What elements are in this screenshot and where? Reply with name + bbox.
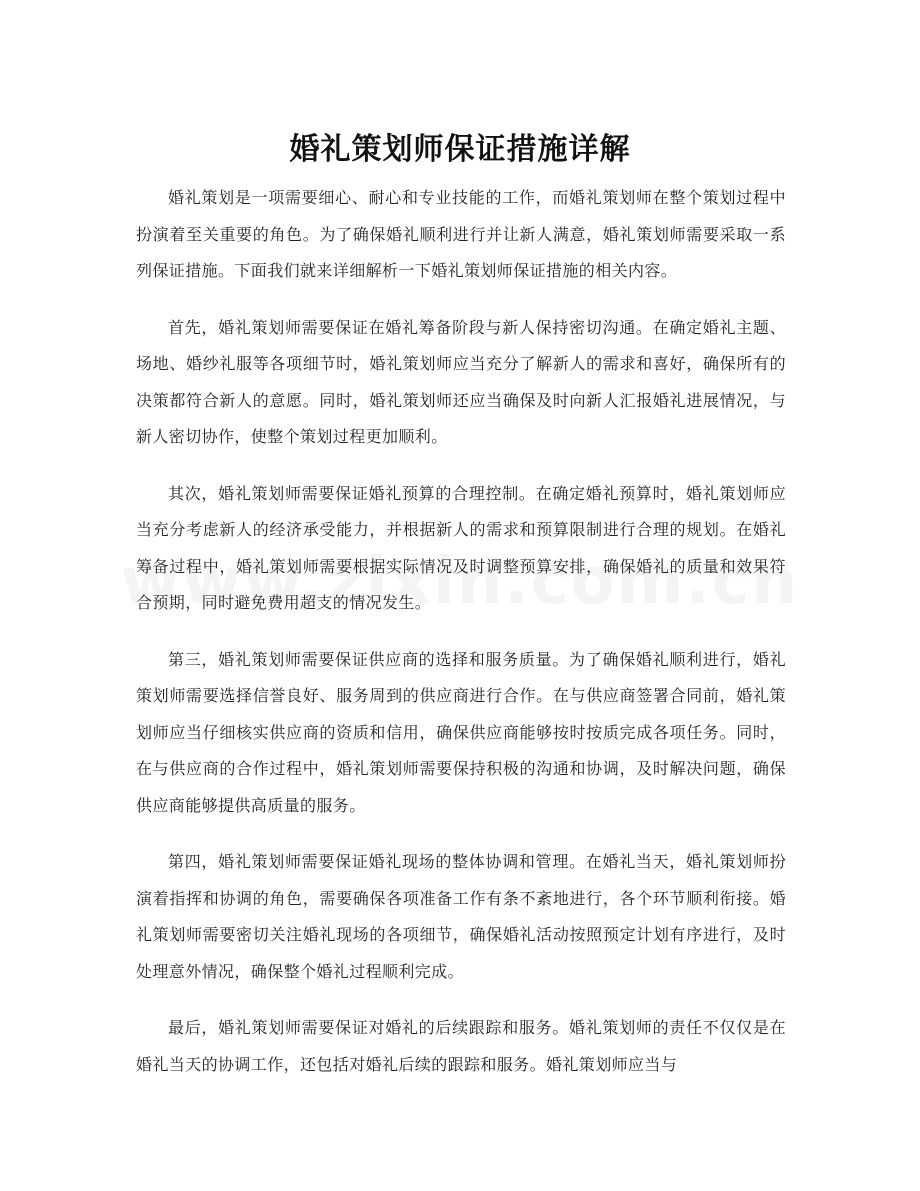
paragraph-intro: 婚礼策划是一项需要细心、耐心和专业技能的工作，而婚礼策划师在整个策划过程中扮演着至关重要的角色。为了确保婚礼顺利进行并让新人满意，婚礼策划师需要采取一系列保证措施。下面我们就来详细解析一下婚礼策划师保证措施的相关内容。 [136,188,786,280]
paragraph-followup: 最后，婚礼策划师需要保证对婚礼的后续跟踪和服务。婚礼策划师的责任不仅仅是在婚礼当天的协调工作，还包括对婚礼后续的跟踪和服务。婚礼策划师应当与 [136,1018,786,1074]
document-body [136,180,786,1103]
paragraph-suppliers: 第三，婚礼策划师需要保证供应商的选择和服务质量。为了确保婚礼顺利进行，婚礼策划师需要选择信誉良好、服务周到的供应商进行合作。在与供应商签署合同前，婚礼策划师应当仔细核实供应商的资质和信用，确保供应商能够按时按质完成各项任务。同时，在与供应商的合作过程中，婚礼策划师需要保持积极的沟通和协调，及时解决问题，确保供应商能够提供高质量的服务。 [136,649,786,815]
paragraph-budget: 其次，婚礼策划师需要保证婚礼预算的合理控制。在确定婚礼预算时，婚礼策划师应当充分考虑新人的经济承受能力，并根据新人的需求和预算限制进行合理的规划。在婚礼筹备过程中，婚礼策划师需要根据实际情况及时调整预算安排，确保婚礼的质量和效果符合预期，同时避免费用超支的情况发生。 [136,483,786,612]
paragraph-communication: 首先，婚礼策划师需要保证在婚礼筹备阶段与新人保持密切沟通。在确定婚礼主题、场地、婚纱礼服等各项细节时，婚礼策划师应当充分了解新人的需求和喜好，确保所有的决策都符合新人的意愿。同时，婚礼策划师还应当确保及时向新人汇报婚礼进展情况，与新人密切协作，使整个策划过程更加顺利。 [136,317,786,446]
document-title: 婚礼策划师保证措施详解 [289,132,631,168]
paragraph-onsite: 第四，婚礼策划师需要保证婚礼现场的整体协调和管理。在婚礼当天，婚礼策划师扮演着指挥和协调的角色，需要确保各项准备工作有条不紊地进行，各个环节顺利衔接。婚礼策划师需要密切关注婚礼现场的各项细节，确保婚礼活动按照预定计划有序进行，及时处理意外情况，确保整个婚礼过程顺利完成。 [136,852,786,981]
